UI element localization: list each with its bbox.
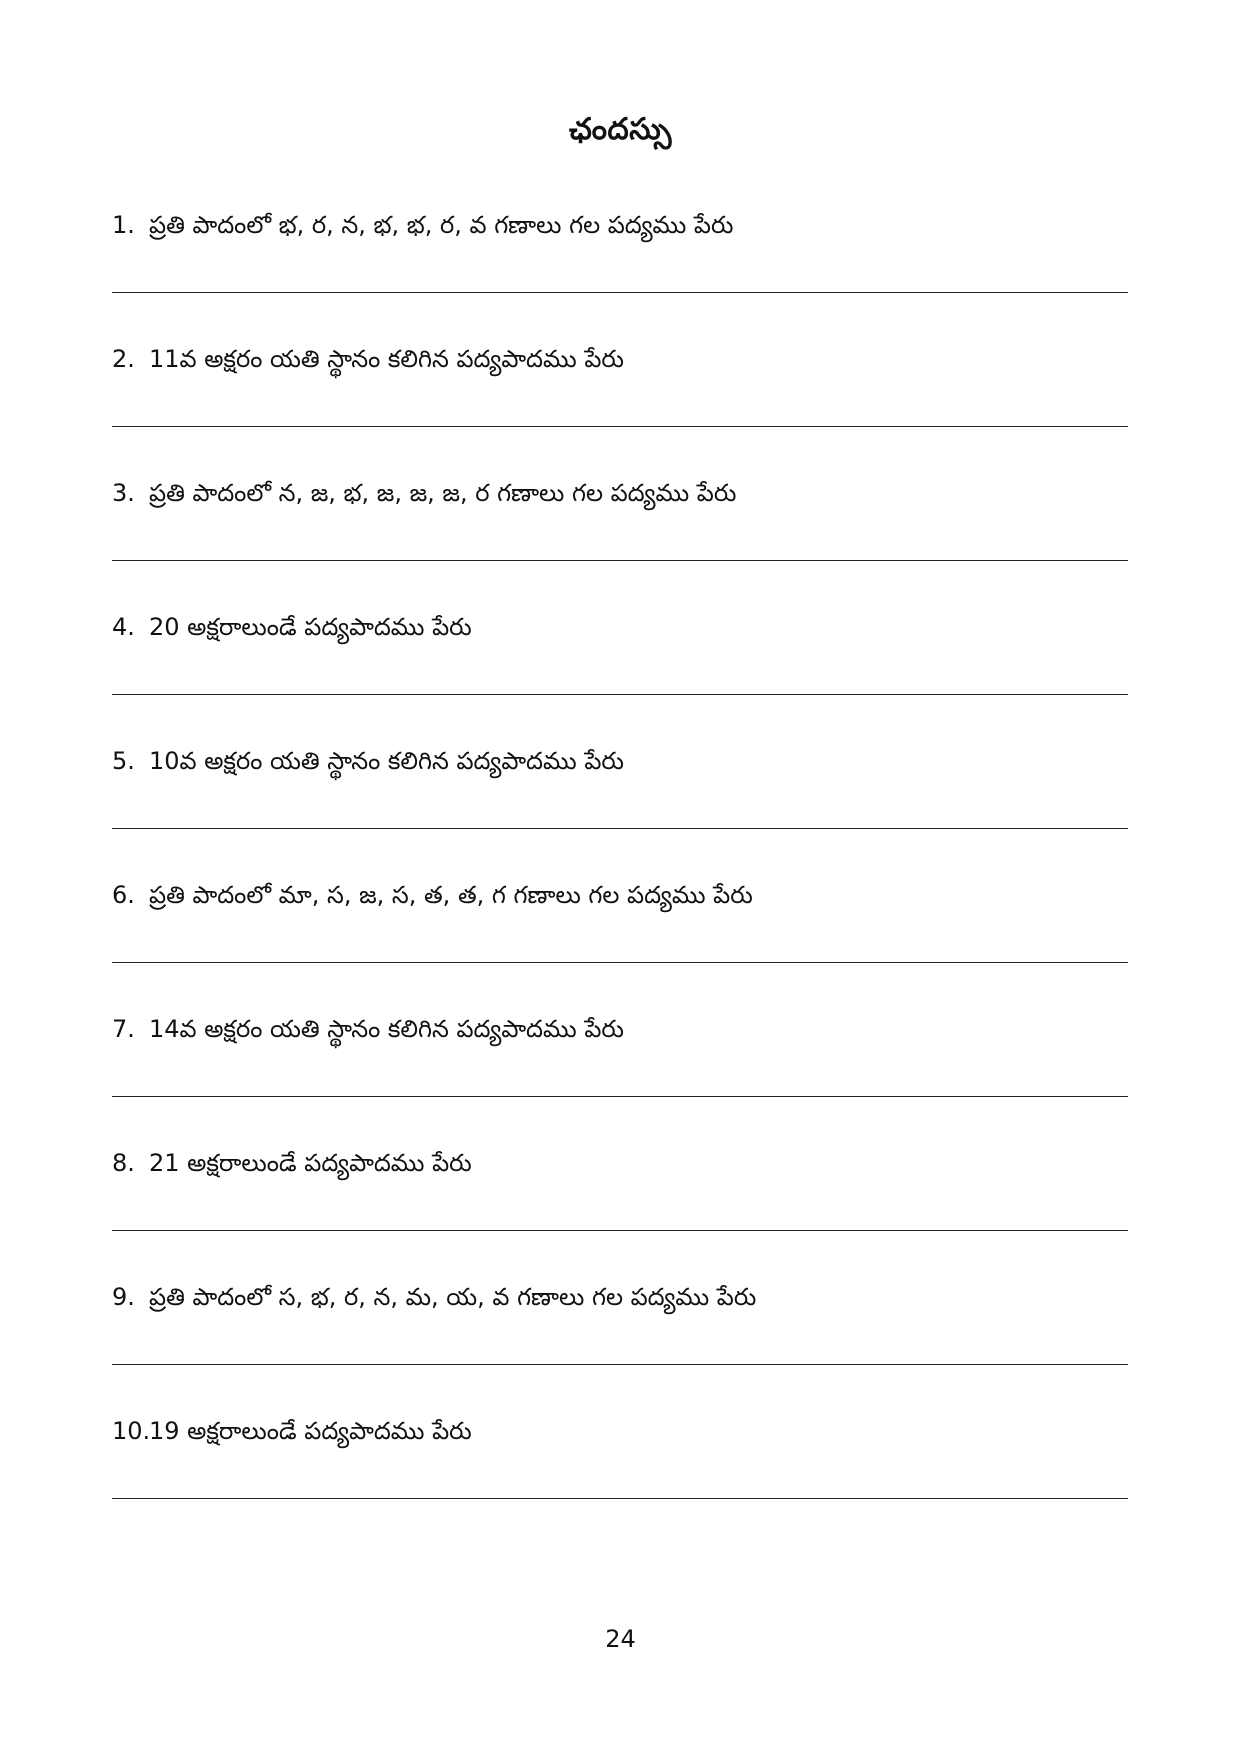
answer-line[interactable] xyxy=(112,1230,1128,1231)
question-number: 3. xyxy=(112,479,135,507)
question-text: ప్రతి పాదంలో మా, స, జ, స, త, త, గ గణాలు గల పద్యము పేరు xyxy=(149,881,753,909)
question-text: 10వ అక్షరం యతి స్థానం కలిగిన పద్యపాదము పేరు xyxy=(149,747,624,775)
question-number: 9. xyxy=(112,1283,135,1311)
question-number: 5. xyxy=(112,747,135,775)
answer-line[interactable] xyxy=(112,828,1128,829)
answer-line[interactable] xyxy=(112,694,1128,695)
question-item xyxy=(112,610,1128,744)
question-item xyxy=(112,1146,1128,1280)
question-text: ప్రతి పాదంలో స, భ, ర, న, మ, య, వ గణాలు గల పద్యము పేరు xyxy=(149,1283,757,1311)
question-item xyxy=(112,476,1128,610)
answer-line[interactable] xyxy=(112,1364,1128,1365)
answer-line[interactable] xyxy=(112,1498,1128,1499)
answer-line[interactable] xyxy=(112,560,1128,561)
question-text: 19 అక్షరాలుండే పద్యపాదము పేరు xyxy=(149,1417,472,1445)
question-number: 10. xyxy=(112,1417,151,1445)
question-text: ప్రతి పాదంలో న, జ, భ, జ, జ, జ, ర గణాలు గల పద్యము పేరు xyxy=(149,479,737,507)
question-item xyxy=(112,342,1128,476)
question-item xyxy=(112,1280,1128,1414)
question-item xyxy=(112,744,1128,878)
question-number: 2. xyxy=(112,345,135,373)
answer-line[interactable] xyxy=(112,426,1128,427)
page-title: ఛందస్సు xyxy=(569,112,672,147)
question-item xyxy=(112,1414,1128,1548)
question-item xyxy=(112,1012,1128,1146)
question-number: 1. xyxy=(112,211,135,239)
answer-line[interactable] xyxy=(112,292,1128,293)
question-text: 21 అక్షరాలుండే పద్యపాదము పేరు xyxy=(149,1149,472,1177)
answer-line[interactable] xyxy=(112,1096,1128,1097)
question-text: 14వ అక్షరం యతి స్థానం కలిగిన పద్యపాదము పేరు xyxy=(149,1015,624,1043)
question-text: 20 అక్షరాలుండే పద్యపాదము పేరు xyxy=(149,613,472,641)
question-text: 11వ అక్షరం యతి స్థానం కలిగిన పద్యపాదము పేరు xyxy=(149,345,624,373)
question-number: 7. xyxy=(112,1015,135,1043)
question-number: 4. xyxy=(112,613,135,641)
question-number: 6. xyxy=(112,881,135,909)
answer-line[interactable] xyxy=(112,962,1128,963)
question-item xyxy=(112,208,1128,342)
question-item xyxy=(112,878,1128,1012)
question-text: ప్రతి పాదంలో భ, ర, న, భ, భ, ర, వ గణాలు గల పద్యము పేరు xyxy=(149,211,734,239)
page-number: 24 xyxy=(605,1625,636,1653)
question-number: 8. xyxy=(112,1149,135,1177)
